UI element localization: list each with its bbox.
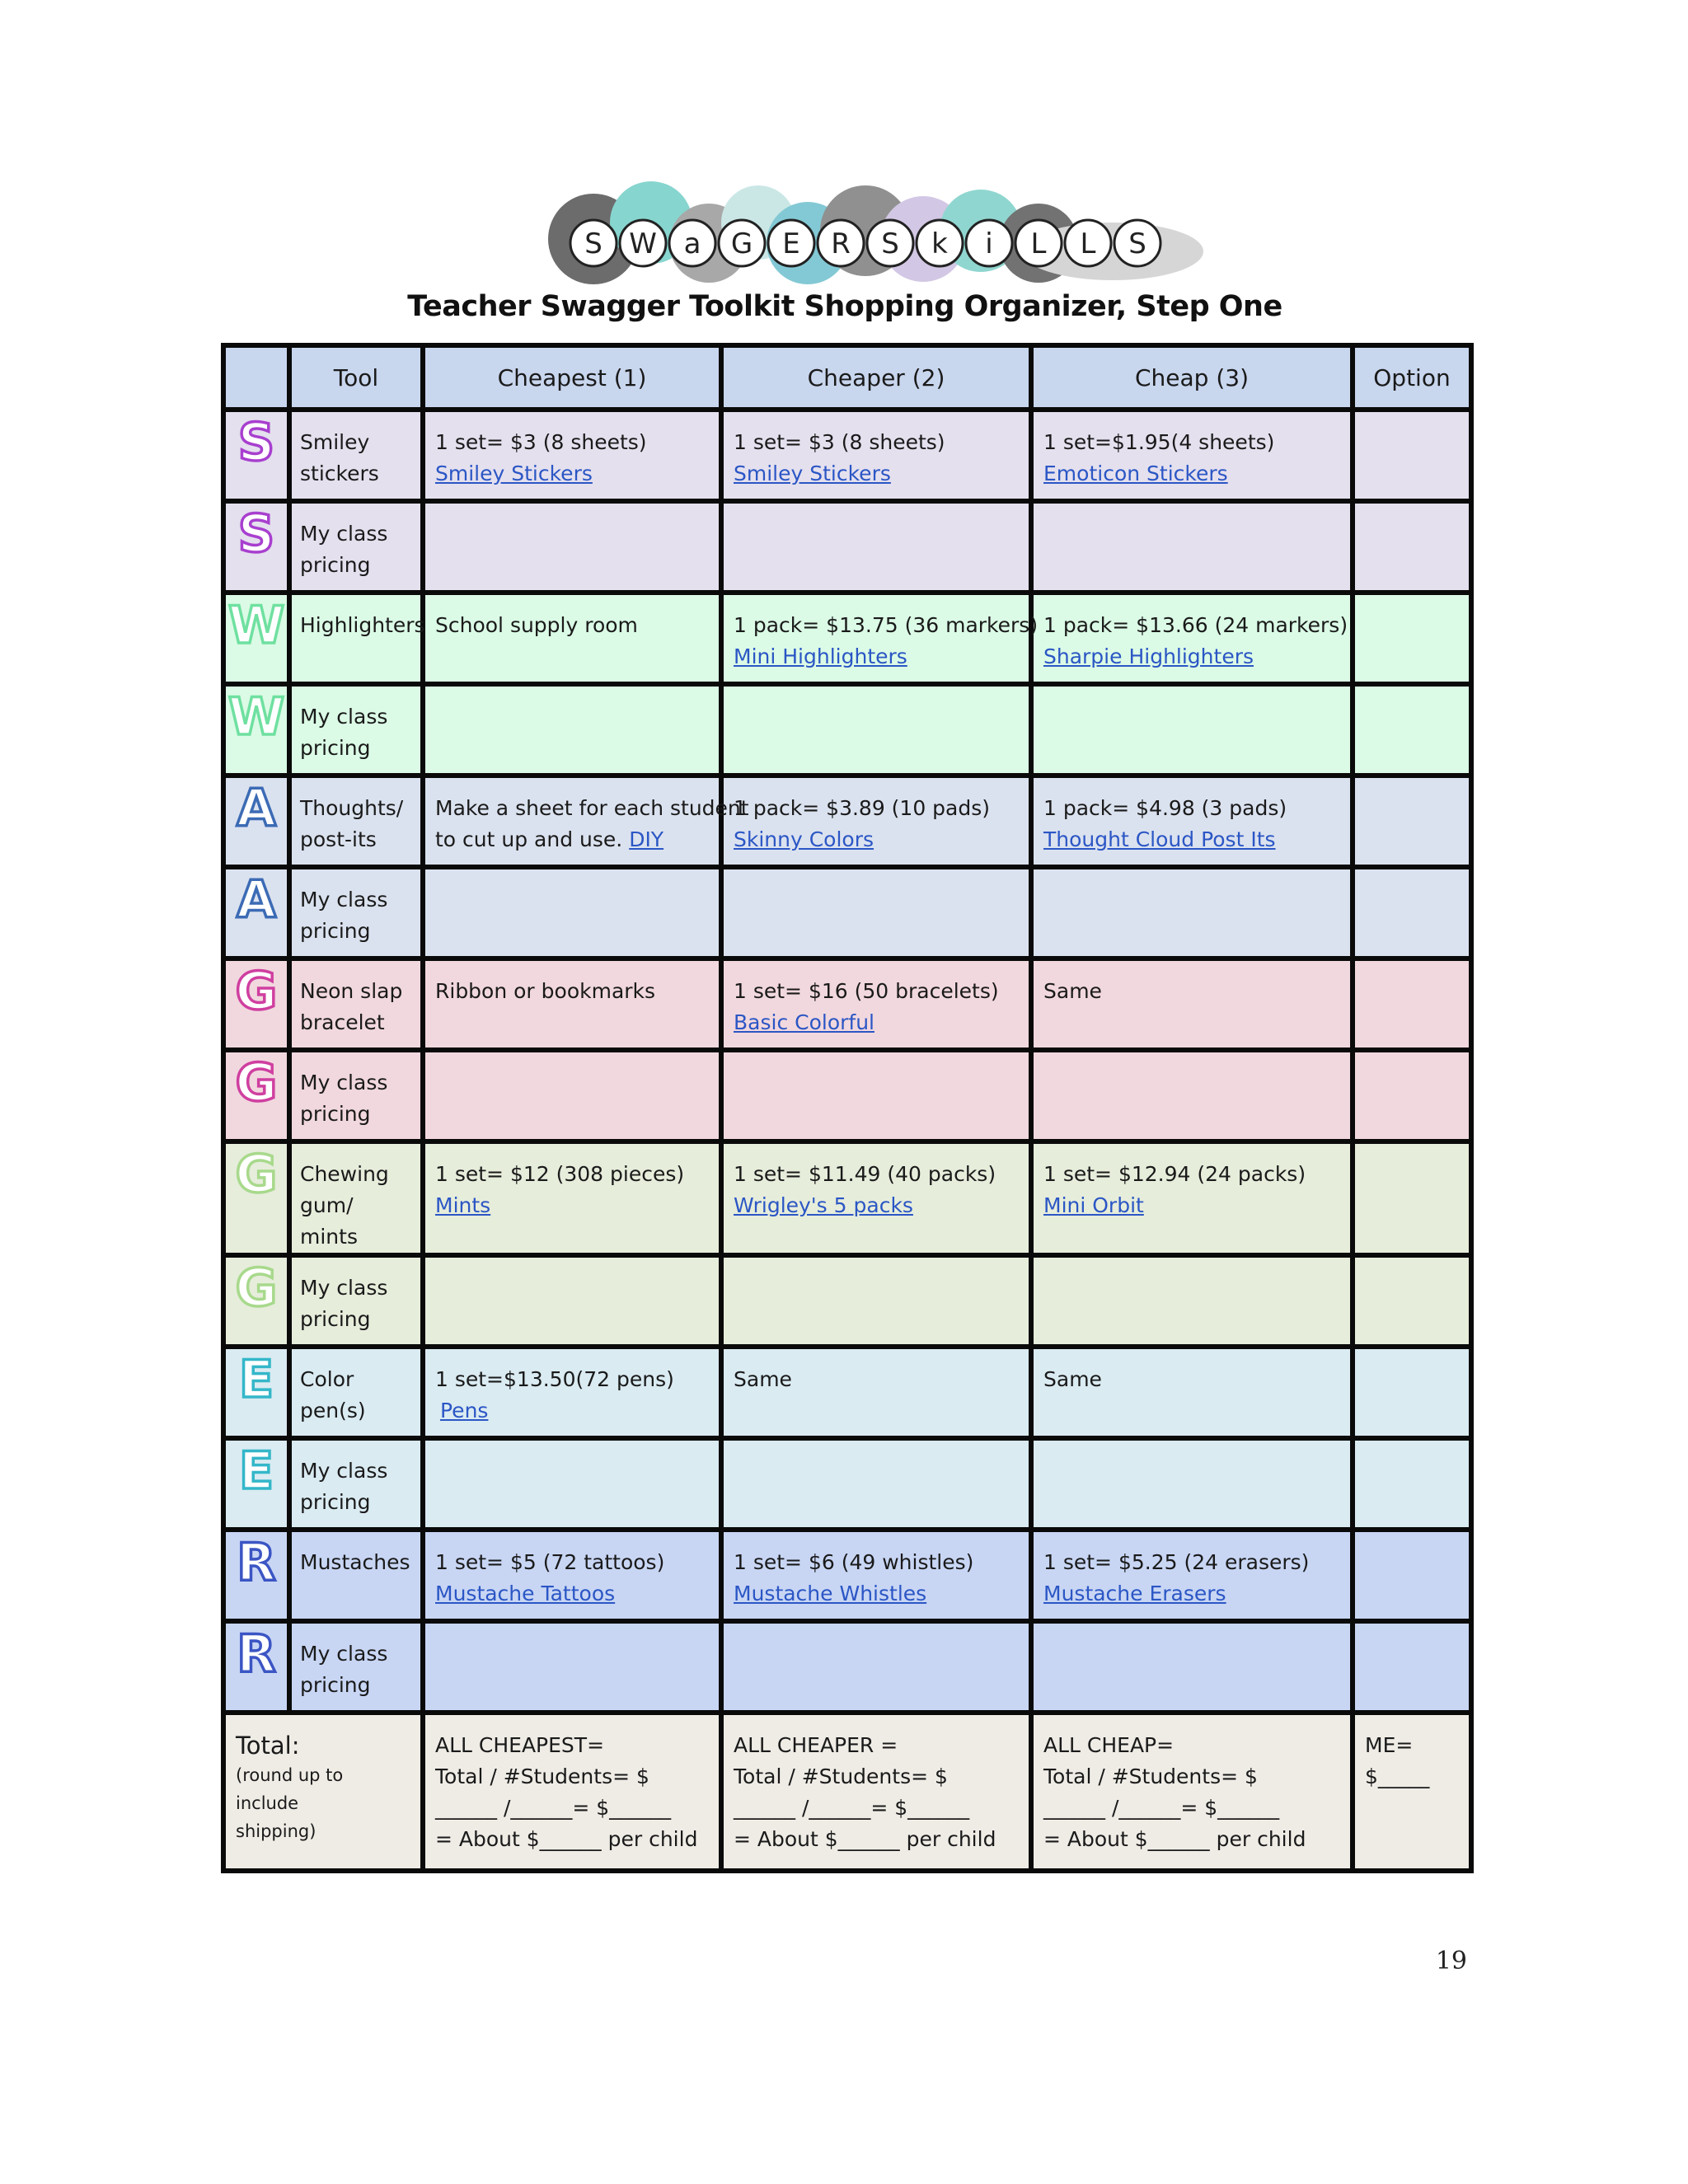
cheapest-price-text: Ribbon or bookmarks <box>435 979 656 1003</box>
tool-name-line: Smiley <box>300 430 370 454</box>
total-cheaper-cell <box>721 1713 1031 1871</box>
cheapest-cell <box>423 684 721 776</box>
tool-cell <box>289 1141 423 1255</box>
row-letter: E <box>238 1349 274 1409</box>
svg-text:S: S <box>584 227 603 260</box>
decorative-letter-icon <box>227 595 285 655</box>
tool-cell <box>289 1255 423 1347</box>
header-cheaper: Cheaper (2) <box>721 345 1031 410</box>
tool-name-line: My class <box>300 705 388 729</box>
cheapest-link-line <box>435 458 709 490</box>
cheap-product-link[interactable]: Sharpie Highlighters <box>1043 644 1254 668</box>
row-letter-cell <box>223 776 289 867</box>
option-cell <box>1353 1347 1471 1438</box>
cheapest-cell <box>423 593 721 684</box>
cheaper-cell <box>721 1347 1031 1438</box>
cheapest-cell <box>423 1255 721 1347</box>
row-letter-cell <box>223 867 289 958</box>
total-cheaper-line: Total / #Students= $ <box>734 1765 948 1788</box>
cheaper-price-text: 1 set= $6 (49 whistles) <box>734 1550 974 1574</box>
row-letter: G <box>235 1052 278 1113</box>
cheapest-price-text: 1 set=$13.50(72 pens) <box>435 1367 674 1391</box>
cheaper-cell <box>721 684 1031 776</box>
cheap-link-line <box>1043 458 1340 490</box>
cheaper-cell <box>721 867 1031 958</box>
table-row <box>223 1530 1471 1621</box>
cheap-cell <box>1031 958 1353 1050</box>
tool-name-line: Thoughts/ <box>300 796 404 820</box>
cheaper-product-link[interactable]: Wrigley's 5 packs <box>734 1193 913 1217</box>
svg-text:L: L <box>1030 227 1047 260</box>
svg-text:S: S <box>881 227 899 260</box>
option-cell <box>1353 958 1471 1050</box>
total-cheap-line: ______ /______= $______ <box>1043 1796 1280 1820</box>
cheap-cell <box>1031 1438 1353 1530</box>
table-row <box>223 1347 1471 1438</box>
cheap-product-link[interactable]: Mini Orbit <box>1043 1193 1144 1217</box>
cheapest-cell <box>423 501 721 593</box>
total-option-line: ME= <box>1365 1733 1414 1757</box>
cheaper-price-text: 1 set= $11.49 (40 packs) <box>734 1162 996 1186</box>
cheaper-cell <box>721 593 1039 684</box>
cheap-link-line <box>1043 1190 1340 1221</box>
option-cell <box>1353 867 1471 958</box>
decorative-letter-icon <box>233 1258 279 1318</box>
cheaper-product-link[interactable]: Basic Colorful <box>734 1010 874 1034</box>
total-cheapest-line: ______ /______= $______ <box>435 1796 672 1820</box>
cheaper-link-line <box>734 1190 1019 1221</box>
tool-cell <box>289 593 423 684</box>
tool-name-line: pricing <box>300 1673 371 1697</box>
cheaper-product-link[interactable]: Skinny Colors <box>734 827 874 851</box>
table-row <box>223 593 1471 684</box>
row-letter-cell <box>223 501 289 593</box>
svg-text:i: i <box>985 227 993 260</box>
cheapest-product-link[interactable]: DIY <box>629 827 664 851</box>
cheap-cell <box>1031 1621 1353 1713</box>
table-row <box>223 1621 1471 1713</box>
option-cell <box>1353 410 1471 501</box>
row-letter: S <box>237 504 275 564</box>
cheaper-price-text: 1 pack= $3.89 (10 pads) <box>734 796 991 820</box>
row-letter: W <box>227 595 285 655</box>
decorative-letter-icon <box>233 1052 279 1113</box>
cheap-cell <box>1031 1141 1353 1255</box>
table-row <box>223 776 1471 867</box>
tool-name-line: My class <box>300 1459 388 1483</box>
cheaper-cell <box>721 501 1031 593</box>
cheaper-link-line <box>734 1578 1019 1610</box>
tool-cell <box>289 410 423 501</box>
tool-name-line: pricing <box>300 1307 371 1331</box>
tool-cell <box>289 1530 423 1621</box>
cheaper-cell <box>721 1255 1031 1347</box>
cheap-price-text: 1 set= $5.25 (24 erasers) <box>1043 1550 1310 1574</box>
total-cheapest-cell <box>423 1713 721 1871</box>
cheap-cell <box>1031 1050 1353 1141</box>
option-cell <box>1353 501 1471 593</box>
cheap-link-line <box>1043 1578 1340 1610</box>
cheaper-price-text: 1 set= $16 (50 bracelets) <box>734 979 999 1003</box>
table-row <box>223 684 1471 776</box>
tool-name-line: pricing <box>300 919 371 943</box>
tool-cell <box>289 684 423 776</box>
row-letter-cell <box>223 1255 289 1347</box>
row-letter: S <box>237 412 275 472</box>
tool-cell <box>289 1438 423 1530</box>
row-letter: R <box>237 1532 276 1592</box>
swagger-skills-logo <box>536 173 1203 297</box>
table-row <box>223 958 1471 1050</box>
option-cell <box>1353 1050 1471 1141</box>
option-cell <box>1353 593 1471 684</box>
cheap-cell <box>1031 1347 1353 1438</box>
cheaper-cell <box>721 958 1031 1050</box>
cheapest-cell <box>423 1141 721 1255</box>
cheapest-cell <box>423 1050 721 1141</box>
cheapest-cell <box>423 958 721 1050</box>
cheap-cell <box>1031 776 1353 867</box>
header-option: Option <box>1353 345 1471 410</box>
tool-name-line: My class <box>300 522 388 546</box>
row-letter-cell <box>223 1621 289 1713</box>
header-letter <box>223 345 289 410</box>
tool-name-line: bracelet <box>300 1010 385 1034</box>
page-number: 19 <box>1435 1947 1467 1975</box>
table-row <box>223 1255 1471 1347</box>
cheapest-price-text: Make a sheet for each student <box>435 796 749 820</box>
decorative-letter-icon <box>233 961 279 1019</box>
tool-name-line: My class <box>300 888 388 912</box>
table-row <box>223 1141 1471 1255</box>
cheapest-cell <box>423 776 749 867</box>
table-row <box>223 410 1471 501</box>
cheaper-product-link[interactable]: Mini Highlighters <box>734 644 907 668</box>
cheap-product-link[interactable]: Mustache Erasers <box>1043 1582 1226 1605</box>
option-cell <box>1353 1255 1471 1347</box>
svg-text:E: E <box>782 227 800 260</box>
cheaper-cell <box>721 1438 1031 1530</box>
cheaper-cell <box>721 1530 1031 1621</box>
cheap-cell <box>1031 867 1353 958</box>
cheapest-cell <box>423 410 721 501</box>
cheaper-cell <box>721 1621 1031 1713</box>
cheapest-price-text: School supply room <box>435 613 638 637</box>
total-option-line: $_____ <box>1365 1765 1430 1788</box>
tool-cell <box>289 776 423 867</box>
tool-name-line: gum/ mints <box>300 1193 358 1249</box>
svg-text:R: R <box>831 227 851 260</box>
cheapest-link-line <box>435 824 709 855</box>
tool-name-line: pricing <box>300 1102 371 1126</box>
option-cell <box>1353 776 1471 867</box>
shopping-organizer-table <box>221 343 1474 1873</box>
decorative-letter-icon <box>233 1624 279 1684</box>
header-row <box>223 345 1471 410</box>
tool-name-line: Chewing <box>300 1162 389 1186</box>
row-letter: G <box>235 1144 278 1204</box>
tool-name-line: pricing <box>300 1490 371 1514</box>
row-letter: A <box>237 869 276 930</box>
cheaper-cell <box>721 410 1031 501</box>
cheapest-cell <box>423 1347 721 1438</box>
decorative-letter-icon <box>233 869 279 930</box>
cheapest-cell <box>423 867 721 958</box>
cheap-cell <box>1031 1530 1353 1621</box>
tool-name-line: Neon slap <box>300 979 403 1003</box>
total-cheapest-line: ALL CHEAPEST= <box>435 1733 605 1757</box>
total-cheaper-line: ALL CHEAPER = <box>734 1733 898 1757</box>
row-letter-cell <box>223 1347 289 1438</box>
row-letter-cell <box>223 1141 289 1255</box>
header-cheapest: Cheapest (1) <box>423 345 721 410</box>
cheap-link-line <box>1043 824 1340 855</box>
cheapest-price-text: 1 set= $12 (308 pieces) <box>435 1162 685 1186</box>
decorative-letter-icon <box>233 412 279 470</box>
row-letter-cell <box>223 593 289 684</box>
cheaper-price-text: Same <box>734 1367 792 1391</box>
cheapest-product-link[interactable]: Smiley Stickers <box>435 462 593 485</box>
svg-text:G: G <box>730 227 753 260</box>
cheap-price-text: Same <box>1043 979 1102 1003</box>
cheap-product-link[interactable]: Emoticon Stickers <box>1043 462 1228 485</box>
cheapest-price-text: 1 set= $5 (72 tattoos) <box>435 1550 665 1574</box>
total-cheap-line: Total / #Students= $ <box>1043 1765 1258 1788</box>
svg-text:k: k <box>931 227 948 260</box>
tool-name-line: Color pen(s) <box>300 1367 366 1422</box>
total-option-cell <box>1353 1713 1471 1871</box>
total-cheap-line: = About $______ per child <box>1043 1827 1306 1851</box>
header-tool: Tool <box>289 345 423 410</box>
total-cheapest-line: Total / #Students= $ <box>435 1765 649 1788</box>
decorative-letter-icon <box>233 504 279 564</box>
cheap-price-text: 1 pack= $4.98 (3 pads) <box>1043 796 1287 820</box>
option-cell <box>1353 1530 1471 1621</box>
row-letter: W <box>227 687 285 747</box>
svg-text:S: S <box>1128 227 1146 260</box>
cheaper-link-line <box>734 1007 1019 1038</box>
cheaper-price-text: 1 set= $3 (8 sheets) <box>734 430 945 454</box>
total-sublabel-1: (round up to include <box>236 1765 344 1813</box>
cheap-link-line <box>1043 641 1340 673</box>
cheap-cell <box>1031 410 1353 501</box>
total-cheaper-line: = About $______ per child <box>734 1827 996 1851</box>
row-letter: G <box>235 1258 278 1318</box>
row-letter-cell <box>223 1050 289 1141</box>
cheap-price-text: Same <box>1043 1367 1102 1391</box>
tool-name-line: Highlighters <box>300 613 425 637</box>
decorative-letter-icon <box>233 1144 279 1202</box>
cheap-product-link[interactable]: Thought Cloud Post Its <box>1043 827 1276 851</box>
page-title: Teacher Swagger Toolkit Shopping Organizer, Step One <box>407 290 1282 323</box>
cheaper-product-link[interactable]: Mustache Whistles <box>734 1582 927 1605</box>
tool-name-line: My class <box>300 1071 388 1094</box>
total-cheaper-line: ______ /______= $______ <box>734 1796 970 1820</box>
cheapest-cell <box>423 1438 721 1530</box>
svg-text:W: W <box>629 227 657 260</box>
total-cheap-line: ALL CHEAP= <box>1043 1733 1175 1757</box>
row-letter-cell <box>223 1530 289 1621</box>
total-cheapest-line: = About $______ per child <box>435 1827 698 1851</box>
cheaper-price-text: 1 pack= $13.75 (36 markers) <box>734 613 1039 637</box>
tool-name-line: My class <box>300 1642 388 1666</box>
tool-name-line: My class <box>300 1276 388 1300</box>
cheaper-cell <box>721 1050 1031 1141</box>
table-row <box>223 1438 1471 1530</box>
cheapest-price-text: 1 set= $3 (8 sheets) <box>435 430 647 454</box>
total-row <box>223 1713 1471 1871</box>
tool-cell <box>289 867 423 958</box>
row-letter: E <box>238 1441 274 1501</box>
row-letter-cell <box>223 958 289 1050</box>
total-label-cell <box>223 1713 423 1871</box>
svg-text:a: a <box>683 227 701 260</box>
decorative-letter-icon <box>233 1441 279 1501</box>
total-label: Total: <box>236 1732 300 1760</box>
cheaper-product-link[interactable]: Smiley Stickers <box>734 462 891 485</box>
tool-name-line: pricing <box>300 736 371 760</box>
decorative-letter-icon <box>233 1532 279 1590</box>
tool-cell <box>289 501 423 593</box>
row-letter: A <box>237 778 276 838</box>
tool-cell <box>289 1347 423 1438</box>
cheaper-cell <box>721 1141 1031 1255</box>
total-cheap-cell <box>1031 1713 1353 1871</box>
cheap-price-text: 1 set=$1.95(4 sheets) <box>1043 430 1275 454</box>
cheap-cell <box>1031 501 1353 593</box>
decorative-letter-icon <box>233 1349 279 1407</box>
tool-name-line: Mustaches <box>300 1550 410 1574</box>
row-letter: R <box>237 1624 276 1684</box>
tool-name-line: stickers <box>300 462 379 485</box>
tool-name-line: pricing <box>300 553 371 577</box>
option-cell <box>1353 1438 1471 1530</box>
svg-text:L: L <box>1080 227 1096 260</box>
cheapest-link-line <box>435 1190 709 1221</box>
decorative-letter-icon <box>233 778 279 836</box>
row-letter-cell <box>223 1438 289 1530</box>
cheaper-link-line <box>734 641 1019 673</box>
cheap-cell <box>1031 593 1353 684</box>
cheapest-cell <box>423 1621 721 1713</box>
cheap-cell <box>1031 684 1353 776</box>
tool-cell <box>289 958 423 1050</box>
cheapest-note-text: to cut up and use. <box>435 827 623 851</box>
table-row <box>223 1050 1471 1141</box>
decorative-letter-icon <box>227 687 285 747</box>
cheaper-link-line <box>734 824 1019 855</box>
cheap-price-text: 1 pack= $13.66 (24 markers) <box>1043 613 1348 637</box>
tool-name-line: post-its <box>300 827 377 851</box>
table-row <box>223 867 1471 958</box>
table-row <box>223 501 1471 593</box>
cheaper-link-line <box>734 458 1019 490</box>
row-letter-cell <box>223 684 289 776</box>
cheap-cell <box>1031 1255 1353 1347</box>
option-cell <box>1353 1141 1471 1255</box>
total-sublabel-2: shipping) <box>236 1821 316 1841</box>
tool-cell <box>289 1621 423 1713</box>
cheap-price-text: 1 set= $12.94 (24 packs) <box>1043 1162 1306 1186</box>
cheapest-product-link[interactable]: Pens <box>440 1399 489 1422</box>
cheapest-product-link[interactable]: Mints <box>435 1193 491 1217</box>
row-letter: G <box>235 961 278 1021</box>
cheapest-link-line <box>435 1395 709 1427</box>
option-cell <box>1353 1621 1471 1713</box>
option-cell <box>1353 684 1471 776</box>
cheapest-cell <box>423 1530 721 1621</box>
cheaper-cell <box>721 776 1031 867</box>
tool-cell <box>289 1050 423 1141</box>
cheapest-link-line <box>435 1578 709 1610</box>
row-letter-cell <box>223 410 289 501</box>
cheapest-product-link[interactable]: Mustache Tattoos <box>435 1582 616 1605</box>
header-cheap: Cheap (3) <box>1031 345 1353 410</box>
